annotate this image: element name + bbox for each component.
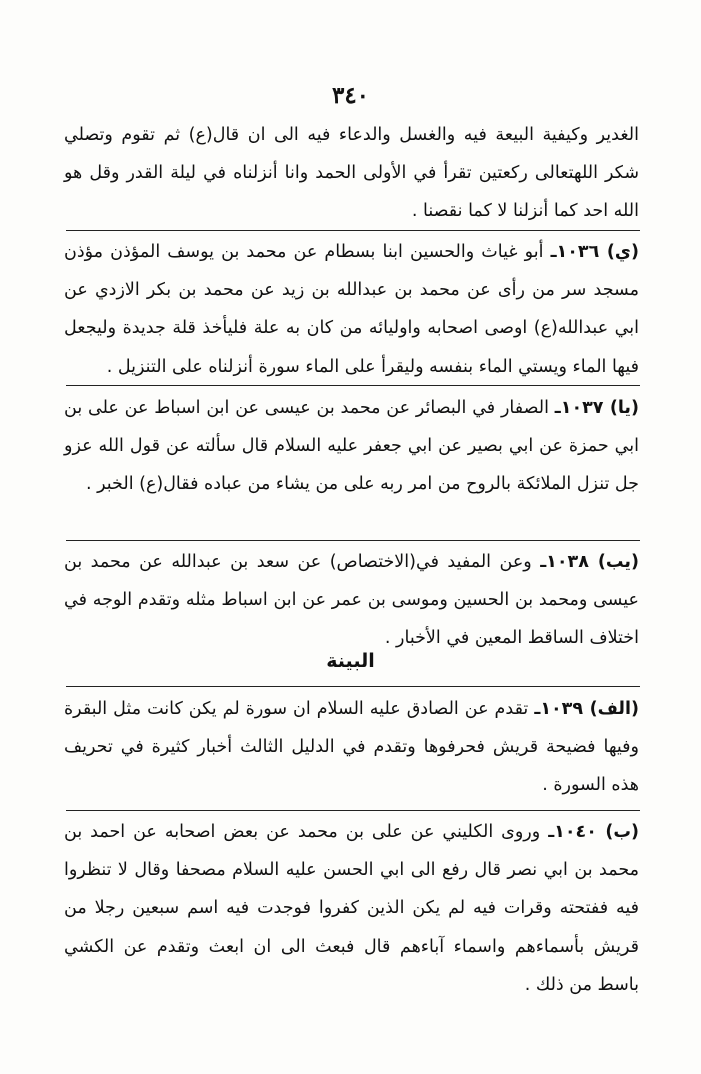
hadith-1039 [64, 690, 639, 805]
paragraph-text: الصفار في البصائر عن محمد بن عيسى عن ابن اسباط عن على بن ابي حمزة عن ابي بصير عن ابي جعفر عليه السلام قال سألته عن قول الله عزو جل تنزل الملائكة بالروح من امر ربه على من يشاء من عباده فقال(ع) الخبر . [64, 398, 639, 495]
hadith-1040 [64, 813, 639, 1004]
paragraph-text: أبو غياث والحسين ابنا بسطام عن محمد بن يوسف المؤذن مؤذن مسجد سر من رأى عن محمد بن عبدالله بن زيد عن محمد بن بكر الازدي عن ابي عبدالله(ع) اوصى اصحابه واوليائه من كان به علة فليأخذ قلة جديدة وليجعل فيها الماء ويستي الماء بنفسه وليقرأ على الماء سورة أنزلناه على التنزيل . [64, 242, 639, 377]
paragraph-divider [66, 686, 640, 687]
paragraph-body [64, 389, 639, 504]
hadith-1037 [64, 389, 639, 504]
hadith-number: (الف) ١٠٣٩ـ [534, 699, 639, 719]
hadith-1036 [64, 233, 639, 386]
paragraph-body [64, 813, 639, 1004]
hadith-number: (ب) ١٠٤٠ـ [548, 822, 639, 842]
paragraph-text: وروى الكليني عن على بن محمد عن بعض اصحابه عن احمد بن محمد بن ابي نصر قال رفع الى ابي الحسن عليه السلام مصحفا وقال لا تنظروا فيه ففتحته وقرات فيه لم يكن الذين كفروا فوجدت فيه اسم سبعين رجلا من قريش بأسماءهم واسماء آباءهم قال فبعث الى ان ابعث وتقدم عن الكشي باسط من ذلك . [64, 822, 639, 995]
section-heading: البينة [326, 650, 375, 672]
hadith-number: (يب) ١٠٣٨ـ [540, 552, 639, 572]
hadith-number: (يا) ١٠٣٧ـ [554, 398, 639, 418]
paragraph-divider [66, 810, 640, 811]
paragraph-divider [66, 230, 640, 231]
paragraph-body [64, 543, 639, 658]
paragraph-continuation [64, 116, 639, 231]
page-number: ٣٤٠ [331, 82, 370, 109]
hadith-1038 [64, 543, 639, 658]
hadith-number: (ي) ١٠٣٦ـ [550, 242, 639, 262]
paragraph-body [64, 233, 639, 386]
paragraph-text: وعن المفيد في(الاختصاص) عن سعد بن عبدالله عن محمد بن عيسى ومحمد بن الحسين وموسى بن عمر عن ابن اسباط مثله وتقدم الوجه في اختلاف الساقط المعين في الأخبار . [64, 552, 639, 649]
paragraph-body [64, 690, 639, 805]
paragraph-divider [66, 385, 640, 386]
paragraph-text: تقدم عن الصادق عليه السلام ان سورة لم يكن كانت مثل البقرة وفيها فضيحة قريش فحرفوها وتقدم في الدليل الثالث أخبار كثيرة في تحريف هذه السورة . [64, 699, 639, 796]
paragraph-text: الغدير وكيفية البيعة فيه والغسل والدعاء فيه الى ان قال(ع) ثم تقوم وتصلي شكر اللهتعالى ركعتين تقرأ في الأولى الحمد وانا أنزلناه في ليلة القدر وقل هو الله احد كما أنزلنا لا كما نقصنا . [64, 125, 639, 222]
paragraph-divider [66, 540, 640, 541]
